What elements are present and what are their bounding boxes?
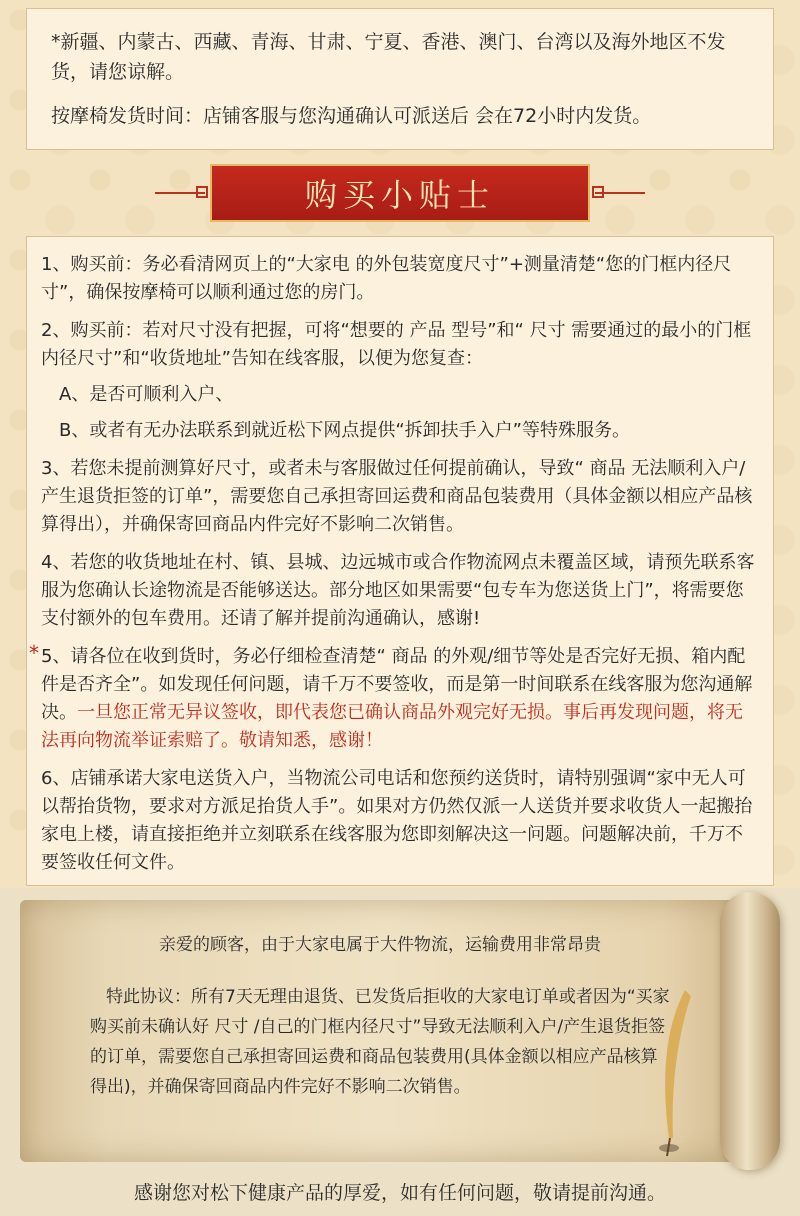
scroll-roll	[720, 892, 780, 1170]
tip-item-2	[41, 317, 757, 445]
tip-2-option-b: B、或者有无办法联系到就近松下网点提供“拆卸扶手入户”等特殊服务。	[59, 420, 630, 441]
tip-2-option-a: A、是否可顺利入户、	[59, 384, 234, 405]
banner-plate	[210, 164, 590, 222]
tip-2-text: 2、购买前：若对尺寸没有把握，可将“想要的 产品 型号”和“ 尺寸 需要通过的最小的门框内径尺寸”和“收货地址”告知在线客服，以便为您复查：	[41, 320, 752, 369]
tip-3-text: 3、若您未提前测算好尺寸，或者未与客服做过任何提前确认，导致“ 商品 无法顺利入户/产生退货拒签的订单”，需要您自己承担寄回运费和商品包装费用（具体金额以相应产品核算得出），并确保寄回商品内件完好不影响二次销售。	[41, 458, 753, 535]
footer-note: 感谢您对松下健康产品的厚爱，如有任何问题，敬请提前沟通。	[133, 1182, 666, 1204]
agreement-text	[90, 930, 670, 1102]
tip-item-5	[29, 641, 757, 755]
notice-line-1: *新疆、内蒙古、西藏、青海、甘肃、宁夏、香港、澳门、台湾以及海外地区不发货，请您谅解。	[51, 31, 726, 83]
shipping-notice	[26, 8, 774, 150]
tip-item-3	[41, 455, 757, 539]
agreement-scroll	[0, 888, 800, 1216]
tip-5-star: *	[29, 641, 39, 665]
tip-5-text-main: 5、请各位在收到货时，务必仔细检查清楚“ 商品 的外观/细节等处是否完好无损、箱内配件是否齐全”。如发现任何问题，请千万不要签收，而是第一时间联系在线客服为您沟通解决。	[41, 646, 753, 723]
tips-list	[26, 236, 774, 886]
tips-banner	[0, 158, 800, 228]
tip-5-text-warning: 一旦您正常无异议签收，即代表您已确认商品外观完好无损。事后再发现问题，将无法再向物流举证索赔了。敬请知悉，感谢！	[41, 702, 743, 751]
notice-line-2: 按摩椅发货时间：店铺客服与您沟通确认可派送后 会在72小时内发货。	[51, 105, 652, 127]
tip-4-text: 4、若您的收货地址在村、镇、县城、边远城市或合作物流网点未覆盖区域，请预先联系客服为您确认长途物流是否能够送达。部分地区如果需要“包专车为您送货上门”，将需要您支付额外的包车费用。还请了解并提前沟通确认，感谢!	[41, 552, 755, 629]
tip-item-6	[41, 765, 757, 877]
banner-knot-left	[196, 186, 208, 198]
agreement-body: 特此协议：所有7天无理由退货、已发货后拒收的大家电订单或者因为“买家购买前未确认好 尺寸 /自己的门框内径尺寸”导致无法顺利入户/产生退货拒签的订单，需要您自己承担寄回运费和商品包装费用(具体金额以相应产品核算得出)，并确保寄回商品内件完好不影响二次销售。	[90, 987, 670, 1097]
tip-item-1	[41, 251, 757, 307]
banner-ornament-right	[595, 192, 645, 194]
tip-1-text: 1、购买前：务必看清网页上的“大家电 的外包装宽度尺寸”+测量清楚“您的门框内径尺寸”，确保按摩椅可以顺利通过您的房门。	[41, 254, 732, 303]
tip-5-text	[41, 643, 757, 755]
banner-title: 购买小贴士	[304, 176, 495, 214]
agreement-lead: 亲爱的顾客，由于大家电属于大件物流，运输费用非常昂贵	[159, 935, 601, 955]
tip-item-4	[41, 549, 757, 633]
tip-6-text: 6、店铺承诺大家电送货入户，当物流公司电话和您预约送货时，请特别强调“家中无人可以帮抬货物，要求对方派足抬货人手”。如果对方仍然仅派一人送货并要求收货人一起搬抬 家电上楼，请直接拒绝并立刻联系在线客服为您即刻解决这一问题。问题解决前，千万不要签收任何文件。	[41, 768, 753, 873]
